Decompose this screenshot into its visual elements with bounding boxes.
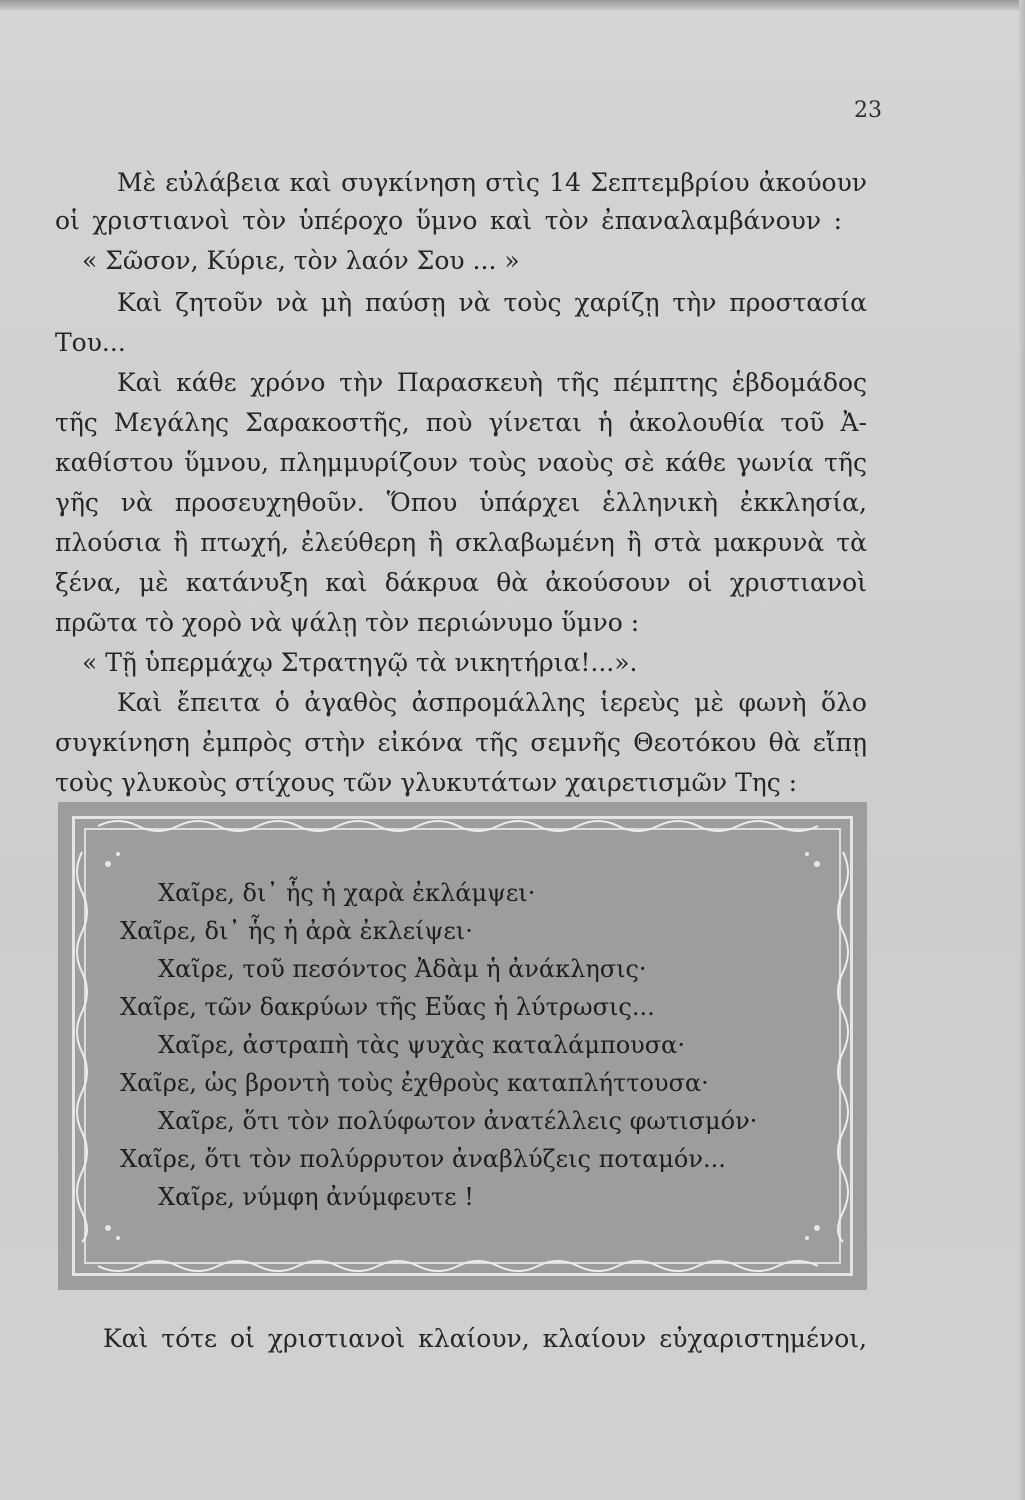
text-line: Καὶ τότε οἱ χριστιανοὶ κλαίουν, κλαίουν εὐχαριστημένοι, xyxy=(103,1324,867,1353)
text-line: πρῶτα τὸ χορὸ νὰ ψάλῃ τὸν περιώνυμο ὕμνο : xyxy=(55,608,640,637)
text-line: τοὺς γλυκοὺς στίχους τῶν γλυκυτάτων χαιρετισμῶν Της : xyxy=(55,768,798,797)
hymn-line: Χαῖρε, τοῦ πεσόντος Ἀδὰμ ἡ ἀνάκλησις· xyxy=(158,955,647,983)
text-line: Του... xyxy=(55,328,126,357)
text-line: τῆς Μεγάλης Σαρακοστῆς, ποὺ γίνεται ἡ ἀκολουθία τοῦ Ἀ- xyxy=(55,408,867,437)
hymn-line: Χαῖρε, δι᾿ ἧς ἡ χαρὰ ἐκλάμψει· xyxy=(158,879,536,907)
hymn-ornamental-box xyxy=(58,802,867,1290)
text-line: συγκίνηση ἐμπρὸς στὴν εἰκόνα τῆς σεμνῆς Θεοτόκου θὰ εἴπῃ xyxy=(55,728,867,757)
text-line: Μὲ εὐλάβεια καὶ συγκίνηση στὶς 14 Σεπτεμβρίου ἀκούουν xyxy=(117,168,867,197)
text-line: οἱ χριστιανοὶ τὸν ὑπέροχο ὕμνο καὶ τὸν ἐπαναλαμβάνουν : xyxy=(55,206,842,235)
text-line: γῆς νὰ προσευχηθοῦν. Ὅπου ὑπάρχει ἑλληνικὴ ἐκκλησία, xyxy=(55,488,867,517)
hymn-line: Χαῖρε, ὅτι τὸν πολύρρυτον ἀναβλύζεις ποταμόν... xyxy=(120,1145,726,1173)
text-line: πλούσια ἢ πτωχή, ἐλεύθερη ἢ σκλαβωμένη ἢ στὰ μακρυνὰ τὰ xyxy=(55,528,867,557)
page-top-edge xyxy=(0,0,1025,10)
text-line: Καὶ ζητοῦν νὰ μὴ παύσῃ νὰ τοὺς χαρίζῃ τὴν προστασία xyxy=(117,288,867,317)
page-number: 23 xyxy=(854,98,882,123)
hymn-line: Χαῖρε, τῶν δακρύων τῆς Εὔας ἡ λύτρωσις... xyxy=(120,993,655,1021)
page-right-edge xyxy=(1019,0,1025,1500)
text-line: Καὶ κάθε χρόνο τὴν Παρασκευὴ τῆς πέμπτης ἑβδομάδος xyxy=(117,368,867,397)
text-line: « Τῇ ὑπερμάχῳ Στρατηγῷ τὰ νικητήρια!...». xyxy=(82,648,638,677)
hymn-line: Χαῖρε, ὡς βροντὴ τοὺς ἐχθροὺς καταπλήττουσα· xyxy=(120,1069,709,1097)
text-line: ξένα, μὲ κατάνυξη καὶ δάκρυα θὰ ἀκούσουν οἱ χριστιανοὶ xyxy=(55,568,867,597)
hymn-line: Χαῖρε, δι᾿ ἧς ἡ ἀρὰ ἐκλείψει· xyxy=(120,917,473,945)
hymn-line: Χαῖρε, ὅτι τὸν πολύφωτον ἀνατέλλεις φωτισμόν· xyxy=(158,1107,758,1135)
hymn-line: Χαῖρε, ἀστραπὴ τὰς ψυχὰς καταλάμπουσα· xyxy=(158,1031,685,1059)
text-line: « Σῶσον, Κύριε, τὸν λαόν Σου ... » xyxy=(82,246,520,275)
hymn-line: Χαῖρε, νύμφη ἀνύμφευτε ! xyxy=(158,1183,474,1211)
text-line: καθίστου ὕμνου, πλημμυρίζουν τοὺς ναοὺς σὲ κάθε γωνία τῆς xyxy=(55,448,867,477)
text-line: Καὶ ἔπειτα ὁ ἀγαθὸς ἀσπρομάλλης ἱερεὺς μὲ φωνὴ ὅλο xyxy=(117,688,867,717)
